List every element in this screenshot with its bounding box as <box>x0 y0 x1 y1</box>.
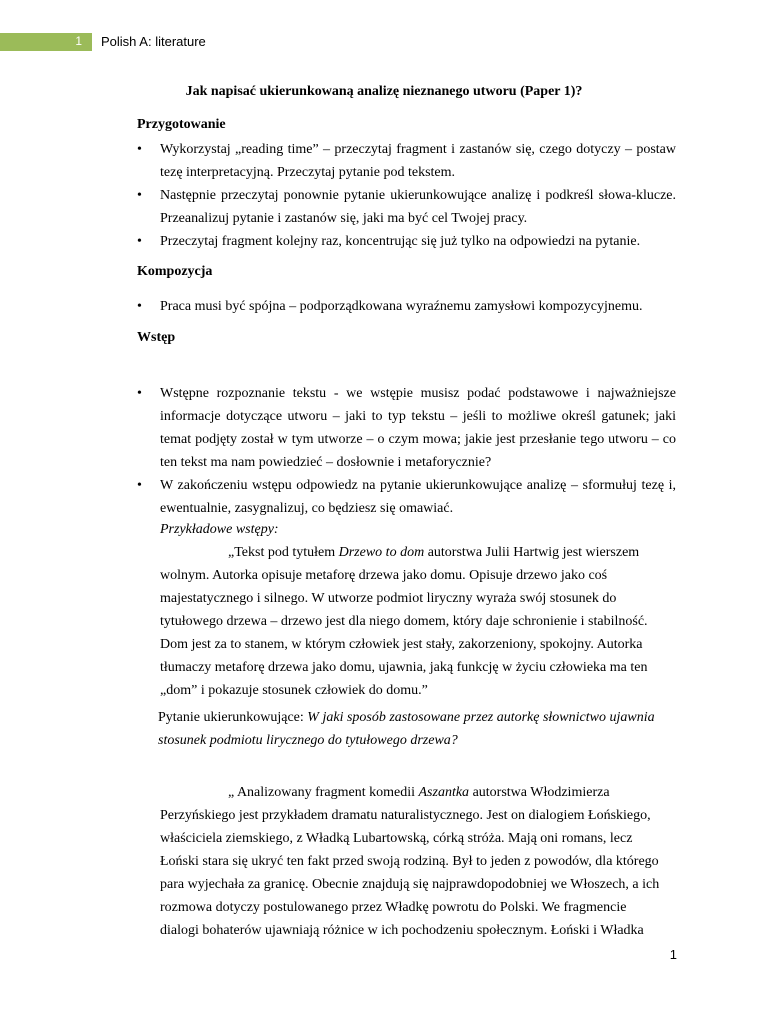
heading-introduction: Wstęp <box>137 330 176 345</box>
intro-bullet-2: • W zakończeniu wstępu odpowiedz na pytanie ukierunkowujące analizę – sformułuj tezę i, ewentualnie, zasygnalizuj, co będziesz się omawiać. <box>160 474 676 520</box>
header-title: Polish A: literature <box>101 34 206 49</box>
example1-before: „Tekst pod tytułem <box>228 545 339 560</box>
footer-page-number: 1 <box>669 947 677 962</box>
example2-before: „ Analizowany fragment komedii <box>228 785 419 800</box>
example1-after: autorstwa Julii Hartwig jest wierszem wolnym. Autorka opisuje metaforę drzewa jako domu. Opisuje drzewo jako coś majestatycznego i silnego. W utworze podmiot liryczny wyraża swój stosunek do tytułowego drzewa – drzewo jest dla niego domem, który daje schronienie i stabilność. Dom jest za to stanem, w którym człowiek jest stały, zakorzeniony, spokojny. Autorka tłumaczy metaforę drzewa jako domu, ujawnia, jaką funkcję w życiu człowieka ma ten „dom” i pokazuje stosunek człowiek do domu.” <box>160 545 648 698</box>
prep-bullet-2: • Następnie przeczytaj ponownie pytanie ukierunkowujące analizę i podkreśl słowa-klucze. Przeanalizuj pytanie i zastanów się, jaki ma być cel Twojej pracy. <box>160 184 676 230</box>
comp-bullet-1: • Praca musi być spójna – podporządkowana wyraźnemu zamysłowi kompozycyjnemu. <box>160 295 676 318</box>
question1-label: Pytanie ukierunkowujące: <box>158 710 308 725</box>
heading-composition: Kompozycja <box>137 264 213 279</box>
example-intro-1 <box>160 541 660 702</box>
document-title: Jak napisać ukierunkowaną analizę nieznanego utworu (Paper 1)? <box>185 84 583 99</box>
header-accent-bar <box>0 33 92 51</box>
example-intro-2 <box>160 781 660 942</box>
examples-label: Przykładowe wstępy: <box>160 522 279 537</box>
example2-work-title: Aszantka <box>418 785 470 800</box>
heading-preparation: Przygotowanie <box>137 117 226 132</box>
header-page-number: 1 <box>75 34 82 48</box>
prep-bullet-1: • Wykorzystaj „reading time” – przeczytaj fragment i zastanów się, czego dotyczy – postaw tezę interpretacyjną. Przeczytaj pytanie pod tekstem. <box>160 138 676 184</box>
page-header <box>0 33 768 51</box>
question1-text: W jaki sposób zastosowane przez autorkę słownictwo ujawnia stosunek podmiotu lirycznego do tytułowego drzewa? <box>158 710 655 748</box>
guiding-question-1 <box>158 706 678 752</box>
example2-after: autorstwa Włodzimierza Perzyńskiego jest przykładem dramatu naturalistycznego. Jest on dialogiem Łońskiego, właściciela ziemskiego, z Władką Lubartowską, córką stróża. Mają oni romans, lecz Łoński stara się ukryć ten fakt przed swoją rodziną. Był to jeden z powodów, dla którego para wyjechała za granicę. Obecnie znajdują się najprawdopodobniej we Włoszech, a ich rozmowa dotyczy postulowanego przez Władkę powrotu do Polski. We fragmencie dialogi bohaterów ujawniają różnice w ich pochodzeniu społecznym. Łoński i Władka <box>160 785 660 938</box>
example1-work-title: Drzewo to dom <box>338 545 425 560</box>
prep-bullet-3: • Przeczytaj fragment kolejny raz, koncentrując się już tylko na odpowiedzi na pytanie. <box>160 230 676 253</box>
intro-bullet-1: • Wstępne rozpoznanie tekstu - we wstępie musisz podać podstawowe i najważniejsze informacje dotyczące utworu – jaki to typ tekstu – jeśli to możliwe określ gatunek; jaki temat podjęty został w tym utworze – o czym mowa; jakie jest przesłanie tego utworu – co ten tekst ma nam powiedzieć – dosłownie i metaforycznie? <box>160 382 676 474</box>
